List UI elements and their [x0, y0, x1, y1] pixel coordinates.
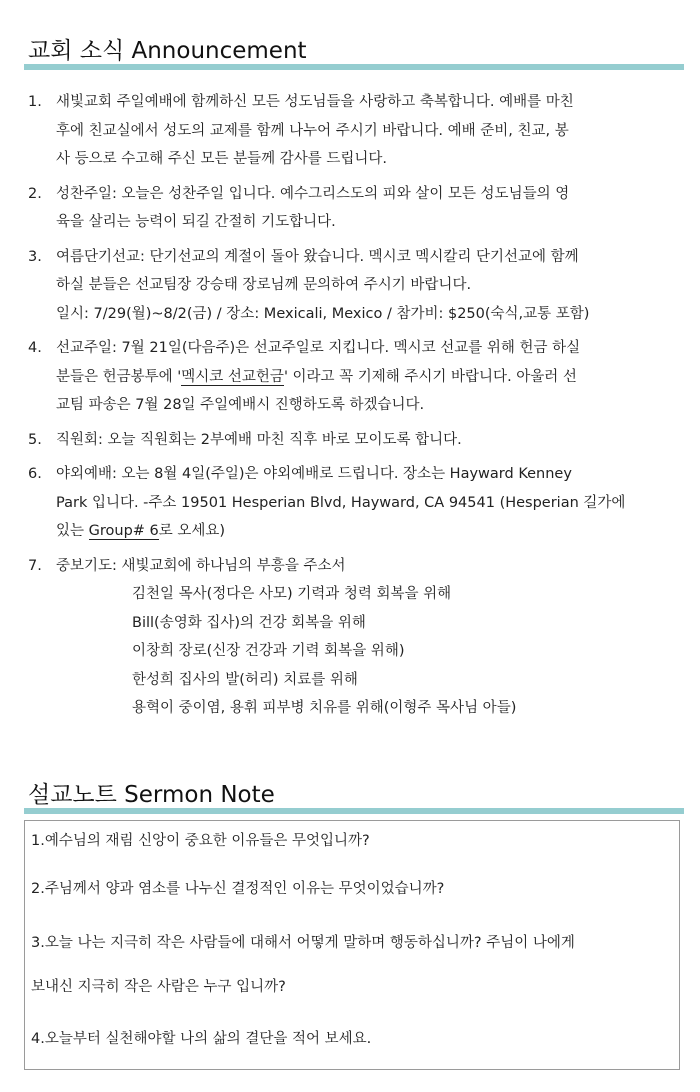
item-number: 4.	[28, 340, 42, 356]
prayer-request: 김천일 목사(정다은 사모) 기력과 청력 회복을 위해	[132, 586, 452, 602]
item-line: Park 입니다. -주소 19501 Hesperian Blvd, Hayward, CA 94541 (Hesperian 길가에	[56, 494, 626, 511]
prayer-request: 용혁이 중이염, 용휘 피부병 치유를 위해(이형주 목사님 아들)	[132, 700, 517, 716]
announcement-item-6	[28, 460, 672, 546]
item-text: 분들은 헌금봉투에 '	[56, 368, 182, 385]
prayer-request: 이창희 장로(신장 건강과 기력 회복을 위해)	[132, 643, 405, 659]
item-line: 직원회: 오늘 직원회는 2부예배 마친 직후 바로 모이도록 합니다.	[56, 431, 462, 448]
item-line: 하실 분들은 선교팀장 강승태 장로님께 문의하여 주시기 바랍니다.	[56, 277, 472, 293]
sermon-note-box	[24, 820, 680, 1070]
item-line: 새빛교회 주일예배에 함께하신 모든 성도님들을 사랑하고 축복합니다. 예배를 마친	[56, 94, 574, 110]
item-line	[56, 363, 672, 392]
item-number: 6.	[28, 466, 42, 482]
announcement-title: 교회 소식 Announcement	[28, 38, 307, 64]
item-line: 선교주일: 7월 21일(다음주)은 선교주일로 지킵니다. 멕시코 선교를 위해 헌금 하실	[56, 340, 581, 356]
announcement-item-7	[28, 552, 672, 723]
item-line: 사 등으로 수고해 주신 모든 분들께 감사를 드립니다.	[56, 151, 388, 167]
item-number: 2.	[28, 185, 42, 202]
underlined-text: Group# 6	[88, 523, 159, 539]
item-line	[56, 517, 672, 546]
underlined-text: 멕시코 선교헌금	[181, 368, 284, 385]
announcement-item-5	[28, 426, 672, 455]
item-line: 교팀 파송은 7월 28일 주일예배시 진행하도록 하겠습니다.	[56, 397, 425, 413]
item-text: ' 이라고 꼭 기제해 주시기 바랍니다. 아울러 선	[283, 368, 577, 385]
item-line: 여름단기선교: 단기선교의 계절이 돌아 왔습니다. 멕시코 멕시칼리 단기선교에 함께	[56, 248, 579, 265]
item-text: 있는	[56, 523, 89, 539]
prayer-request: Bill(송영화 집사)의 건강 회복을 위해	[132, 614, 366, 631]
sermon-question-1: 1.예수님의 재림 신앙이 중요한 이유들은 무엇입니까?	[31, 833, 370, 849]
announcement-list	[28, 88, 672, 729]
sermon-question-2: 2.주님께서 양과 염소를 나누신 결정적인 이유는 무엇이었습니까?	[31, 881, 445, 897]
announcement-divider	[24, 64, 684, 70]
announcement-item-4	[28, 334, 672, 420]
sermon-note-divider	[24, 808, 684, 814]
item-line: 야외예배: 오는 8월 4일(주일)은 야외예배로 드립니다. 장소는 Hayward Kenney	[56, 466, 572, 482]
item-number: 7.	[28, 557, 42, 574]
announcement-item-3	[28, 243, 672, 329]
item-text: 로 오세요)	[158, 523, 226, 539]
sermon-note-title: 설교노트 Sermon Note	[28, 782, 275, 808]
prayer-heading: 중보기도: 새빛교회에 하나님의 부흥을 주소서	[56, 557, 346, 574]
item-number: 1.	[28, 94, 42, 110]
sermon-question-3-cont: 보내신 지극히 작은 사람은 누구 입니까?	[31, 979, 286, 995]
prayer-request: 한성희 집사의 발(허리) 치료를 위해	[132, 671, 358, 688]
announcement-item-1	[28, 88, 672, 174]
sermon-question-3: 3.오늘 나는 지극히 작은 사람들에 대해서 어떻게 말하며 행동하십니까? 주님이 나에게	[31, 935, 575, 951]
sermon-question-4: 4.오늘부터 실천해야할 나의 삶의 결단을 적어 보세요.	[31, 1031, 372, 1047]
item-line: 육을 살리는 능력이 되길 간절히 기도합니다.	[56, 214, 336, 230]
item-line: 후에 친교실에서 성도의 교제를 함께 나누어 주시기 바랍니다. 예배 준비, 친교, 봉	[56, 122, 569, 139]
announcement-item-2	[28, 180, 672, 237]
item-line: 성찬주일: 오늘은 성찬주일 입니다. 예수그리스도의 피와 살이 모든 성도님들의 영	[56, 185, 570, 202]
item-number: 5.	[28, 431, 42, 448]
item-line: 일시: 7/29(월)~8/2(금) / 장소: Mexicali, Mexico / 참가비: $250(숙식,교통 포함)	[56, 305, 590, 322]
item-number: 3.	[28, 248, 42, 265]
